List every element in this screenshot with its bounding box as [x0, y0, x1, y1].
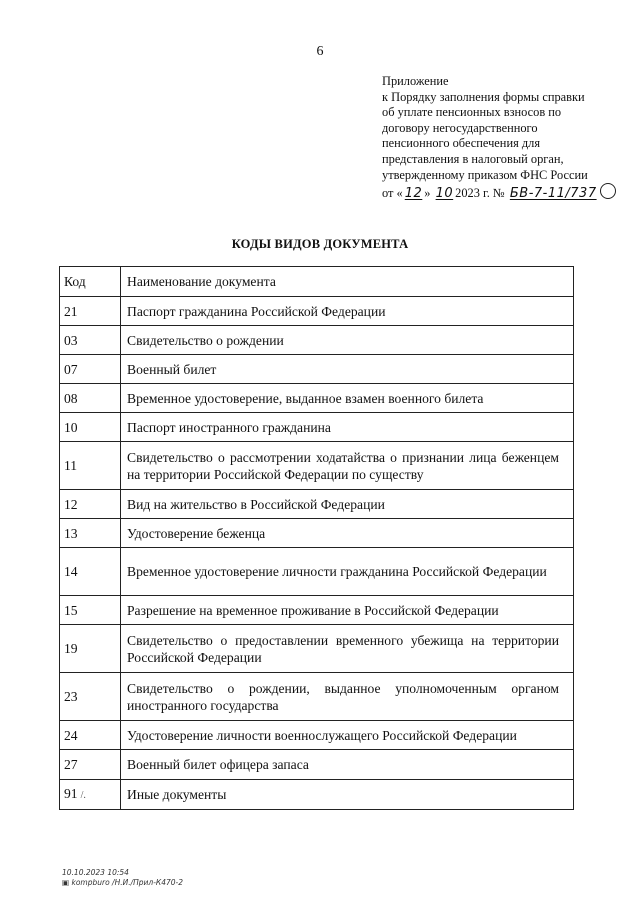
handwritten-code-mark: /.	[80, 790, 86, 801]
row-name: Свидетельство о рождении, выданное уполномоченным органом иностранного государства	[121, 673, 574, 721]
appendix-line: об уплате пенсионных взносов по	[382, 105, 562, 120]
row-code: 08	[60, 384, 121, 413]
table-header-row	[60, 267, 574, 297]
table-row	[60, 297, 574, 326]
row-code: 23	[60, 673, 121, 721]
appendix-block	[382, 74, 632, 202]
codes-table	[59, 266, 574, 810]
row-code: 15	[60, 596, 121, 625]
row-code: 13	[60, 519, 121, 548]
row-code: 91	[64, 786, 78, 801]
document-title: КОДЫ ВИДОВ ДОКУМЕНТА	[231, 237, 409, 251]
appendix-line: Приложение	[382, 74, 449, 88]
footer	[62, 868, 183, 888]
table-row	[60, 780, 574, 810]
table-row	[60, 548, 574, 596]
table-row	[60, 625, 574, 673]
handwritten-mark-icon	[600, 183, 616, 199]
row-name: Свидетельство о рождении	[121, 326, 574, 355]
row-code: 11	[60, 442, 121, 490]
row-name: Разрешение на временное проживание в Российской Федерации	[121, 596, 574, 625]
row-code-last	[60, 780, 121, 810]
row-name: Паспорт гражданина Российской Федерации	[121, 297, 574, 326]
row-name: Военный билет	[121, 355, 574, 384]
order-year: 2023 г. №	[455, 186, 505, 201]
table-row	[60, 596, 574, 625]
row-code: 27	[60, 750, 121, 780]
table-row	[60, 384, 574, 413]
footer-timestamp: 10.10.2023 10:54	[62, 868, 129, 877]
row-name: Свидетельство о рассмотрении ходатайства о признании лица беженцем на территории Российской Федерации по существу	[121, 442, 574, 490]
row-code: 24	[60, 721, 121, 750]
row-name: Временное удостоверение личности гражданина Российской Федерации	[121, 548, 574, 596]
table-row	[60, 442, 574, 490]
row-name: Иные документы	[121, 780, 574, 810]
order-number: БВ-7-11/737	[509, 186, 597, 202]
row-code: 10	[60, 413, 121, 442]
row-name: Удостоверение беженца	[121, 519, 574, 548]
order-prefix: от «	[382, 186, 403, 201]
header-code: Код	[60, 267, 121, 297]
order-mid: »	[424, 186, 431, 201]
row-code: 21	[60, 297, 121, 326]
row-name: Военный билет офицера запаса	[121, 750, 574, 780]
table-row	[60, 413, 574, 442]
order-month: 10	[435, 186, 454, 202]
row-name: Свидетельство о предоставлении временного убежища на территории Российской Федерации	[121, 625, 574, 673]
order-line	[382, 183, 632, 202]
row-code: 07	[60, 355, 121, 384]
appendix-line: договору негосударственного	[382, 120, 538, 135]
order-day: 12	[404, 186, 423, 202]
appendix-line: к Порядку заполнения формы справки	[382, 89, 585, 104]
row-name: Паспорт иностранного гражданина	[121, 413, 574, 442]
table-row	[60, 326, 574, 355]
row-name: Вид на жительство в Российской Федерации	[121, 490, 574, 519]
table-row	[60, 721, 574, 750]
floppy-icon: ▣	[62, 878, 70, 887]
appendix-line: утвержденному приказом ФНС России	[382, 167, 588, 182]
table-row	[60, 750, 574, 780]
footer-path-line	[62, 878, 183, 888]
page-number: 6	[316, 44, 324, 59]
row-code: 14	[60, 548, 121, 596]
row-code: 19	[60, 625, 121, 673]
row-code: 12	[60, 490, 121, 519]
appendix-line: представления в налоговый орган,	[382, 151, 564, 166]
table-row	[60, 519, 574, 548]
table-row	[60, 490, 574, 519]
appendix-line: пенсионного обеспечения для	[382, 136, 541, 151]
header-name: Наименование документа	[121, 267, 574, 297]
row-name: Удостоверение личности военнослужащего Российской Федерации	[121, 721, 574, 750]
footer-path: kompburo /Н.И./Прил-К470-2	[71, 878, 184, 887]
table-row	[60, 355, 574, 384]
row-name: Временное удостоверение, выданное взамен военного билета	[121, 384, 574, 413]
table-row	[60, 673, 574, 721]
row-code: 03	[60, 326, 121, 355]
